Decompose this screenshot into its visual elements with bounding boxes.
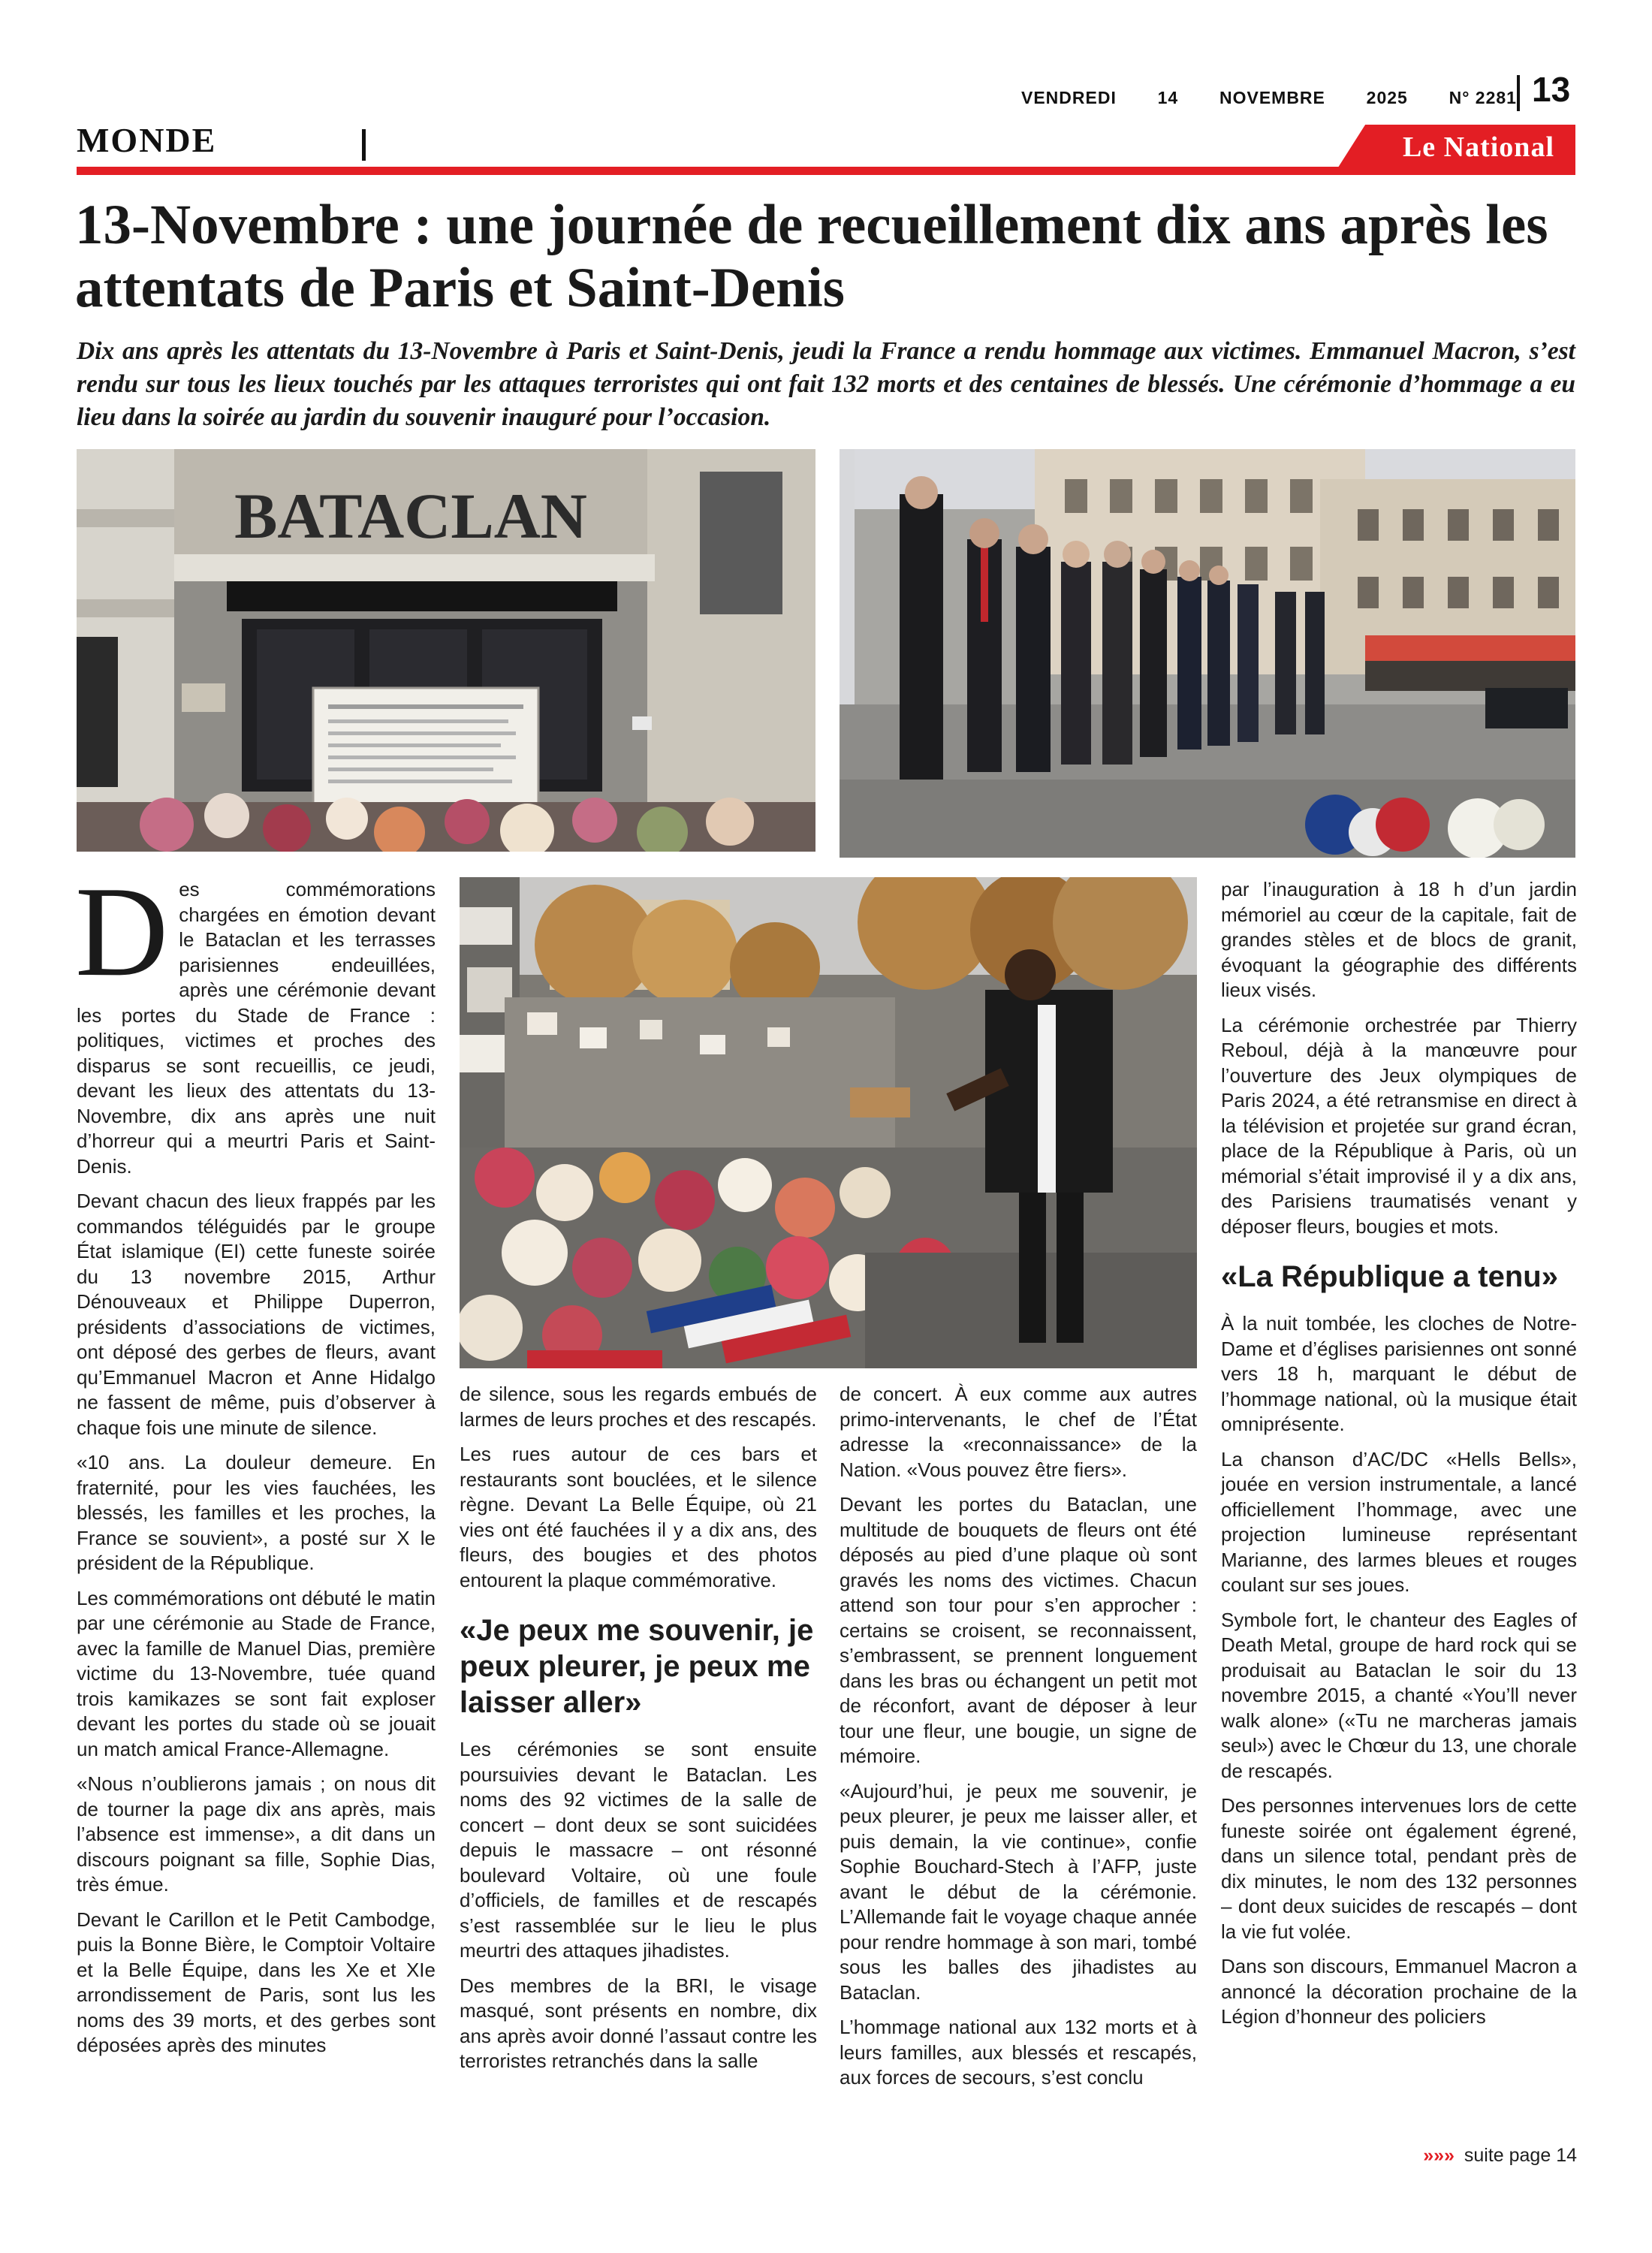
issue-number: N° 2281 [1449, 87, 1517, 107]
continued-on-page-link[interactable] [1397, 2145, 1577, 2167]
subheading-republique: «La République a tenu» [1221, 1260, 1558, 1293]
issue-date-line [1021, 84, 1517, 111]
continued-page-number: 14 [1556, 2145, 1577, 2166]
paragraph-text: es commémorations chargées en émotion devant le Bataclan et les terrasses parisiennes endeuillées, après une cérémonie devant les portes du Stade de France : politiques, victimes et proches des disparus se sont recueillis, ce jeudi, devant les lieux des attentats du 13-Novembre, dix ans après une nuit d’horreur qui a meurtri Paris et Saint-Denis. [77, 878, 436, 1178]
article-lede: Dix ans après les attentats du 13-Novembre à Paris et Saint-Denis, jeudi la France a rendu hommage aux victimes. Emmanuel Macron, s’est rendu sur tous les lieux touchés par les attaques terroristes qui ont fait 132 morts et des centaines de blessés. Une cérémonie d’hommage a eu lieu dans la soirée au jardin du souvenir inauguré pour l’occasion. [77, 337, 1575, 431]
paragraph: Symbole fort, le chanteur des Eagles of Death Metal, groupe de hard rock qui se produisait au Bataclan le soir du 13 novembre 2015, a chanté «You’ll never walk alone» («Tu ne marcheras jamais seul») avec le Chœur du 13, une chorale de rescapés. [1221, 1608, 1577, 1782]
issue-month: NOVEMBRE [1219, 87, 1325, 107]
brand-name: Le National [1402, 131, 1554, 163]
page-number-divider [1517, 75, 1520, 111]
paragraph: Devant chacun des lieux frappés par les commandos téléguidés par le groupe État islamique (EI) cette funeste soirée du 13 novembre 2015, Arthur Dénouveaux et Philippe Duperron, présidents d’associations de victimes, ont déposé des gerbes de fleurs, avant qu’Emmanuel Macron et Anne Hidalgo ne fassent de même, puis d’observer à chaque fois une minute de silence. [77, 1190, 436, 1439]
section-label: MONDE [77, 121, 217, 159]
photo-bataclan-facade [77, 449, 815, 852]
paragraph: «Nous n’oublierons jamais ; on nous dit de tourner la page dix ans après, mais l’absence est immense», a dit dans un discours poignant sa fille, Sophie Dias, très émue. [77, 1772, 436, 1896]
paragraph: «10 ans. La douleur demeure. En fraternité, pour les vies fauchées, les blessés, les familles et les proches, la France se souvient», a posté sur X le président de la République. [77, 1451, 436, 1574]
paragraph: Les rues autour de ces bars et restaurants sont bouclées, et le silence règne. Devant La Belle Équipe, où 21 vies ont été fauchées il y a dix ans, des fleurs, des bougies et des photos entourent la plaque commémorative. [460, 1443, 817, 1591]
paragraph: Devant les portes du Bataclan, une multitude de bouquets de fleurs ont été déposés au pied d’une plaque où sont gravés les noms des victimes. Chacun attend son tour pour s’en approcher : certains se croisent, se reconnaissent, s’embrassent, se prennent longuement dans les bras ou échangent un petit mot de réconfort, avant de déposer à leur tour une fleur, une bougie, un signe de mémoire. [840, 1493, 1197, 1767]
article-headline: 13-Novembre : une journée de recueillement dix ans après les attentats de Paris et Saint-Denis [75, 194, 1548, 319]
paragraph: par l’inauguration à 18 h d’un jardin mémoriel au cœur de la capitale, fait de grandes stèles et de blocs de granit, évoquant la géographie des différents lieux visés. [1221, 878, 1577, 1001]
paragraph: Devant le Carillon et le Petit Cambodge, puis la Bonne Bière, le Comptoir Voltaire et la Belle Équipe, dans les Xe et XIe arrondissement de Paris, sont lus les noms des 39 morts, et des gerbes sont déposées après des minutes [77, 1908, 436, 2056]
article-column-4 [1221, 877, 1577, 2040]
issue-date: 14 [1157, 87, 1179, 107]
paragraph: Les cérémonies se sont ensuite poursuivies devant le Bataclan. Les noms des 92 victimes de la salle de concert – dont deux se sont suicidées depuis le massacre – ont résonné boulevard Voltaire, où une foule d’officiels, de familles et de rescapés s’est rassemblée sur le lieu le plus meurtri des attaques jihadistes. [460, 1738, 817, 1962]
photo-memorial-flowers [460, 877, 1197, 1368]
article-column-3 [840, 1382, 1197, 2101]
section-divider [362, 129, 366, 161]
paragraph: La cérémonie orchestrée par Thierry Reboul, déjà à la manœuvre pour l’ouverture des Jeux olympiques de Paris 2024, a été retransmise en direct à la télévision et projetée sur grand écran, place de la République à Paris, où un mémorial s’était improvisé il y a dix ans, des Parisiens traumatisés venant y déposer fleurs, bougies et mots. [1221, 1013, 1577, 1238]
subheading-souvenir: «Je peux me souvenir, je peux pleurer, je peux me laisser aller» [460, 1614, 814, 1719]
issue-day: VENDREDI [1021, 87, 1117, 107]
paragraph: Des membres de la BRI, le visage masqué, sont présents en nombre, dix ans après avoir donné l’assaut contre les terroristes retranchés dans la salle [460, 1974, 817, 2072]
paragraph: de concert. À eux comme aux autres primo-intervenants, le chef de l’État adresse la «reconnaissance» de la Nation. «Vous pouvez être fiers». [840, 1383, 1197, 1481]
article-column-1 [75, 861, 436, 2068]
issue-year: 2025 [1366, 87, 1408, 107]
photo-officials-tribute [840, 449, 1575, 858]
drop-cap: D [75, 861, 169, 1003]
paragraph [75, 861, 436, 1179]
paragraph: Les commémorations ont débuté le matin par une cérémonie au Stade de France, avec la famille de Manuel Dias, première victime du 13-Novembre, tuée quand trois kamikazes se sont fait exploser devant les portes du stade où se jouait un match amical France-Allemagne. [77, 1586, 436, 1760]
continued-arrows: »»» [1423, 2145, 1455, 2166]
paragraph: La chanson d’AC/DC «Hells Bells», jouée en version instrumentale, a lancé officiellement l’hommage, avec une projection lumineuse représentant Marianne, des larmes bleues et rouges coulant sur ses joues. [1221, 1447, 1577, 1596]
paragraph: L’hommage national aux 132 morts et à leurs familles, aux blessés et rescapés, aux forces de secours, s’est conclu [840, 2016, 1197, 2089]
paragraph: Des personnes intervenues lors de cette funeste soirée ont également égrené, dans un silence total, pendant près de dix minutes, le nom des 132 personnes – dont deux suicides de rescapés – dont la vie fut volée. [1221, 1794, 1577, 1943]
article-column-2 [460, 1382, 817, 2084]
bataclan-sign: BATACLAN [234, 480, 587, 552]
page-number: 13 [1532, 70, 1571, 109]
paragraph: «Aujourd’hui, je peux me souvenir, je peux pleurer, je peux me laisser aller, et puis demain, la vie continue», confie Sophie Bouchard-Stech à l’AFP, juste avant le début de la cérémonie. L’Allemande fait le voyage chaque année pour rendre hommage à son mari, tombé sous les balles des jihadistes au Bataclan. [840, 1779, 1197, 2004]
paragraph: À la nuit tombée, les cloches de Notre-Dame et d’églises parisiennes ont sonné vers 18 h, marquant le début de l’hommage national, où la musique était omniprésente. [1221, 1312, 1577, 1435]
paragraph: Dans son discours, Emmanuel Macron a annoncé la décoration prochaine de la Légion d’honneur des policiers [1221, 1955, 1577, 2028]
continued-label: suite page [1464, 2145, 1551, 2166]
paragraph: de silence, sous les regards embués de larmes de leurs proches et des rescapés. [460, 1383, 817, 1431]
